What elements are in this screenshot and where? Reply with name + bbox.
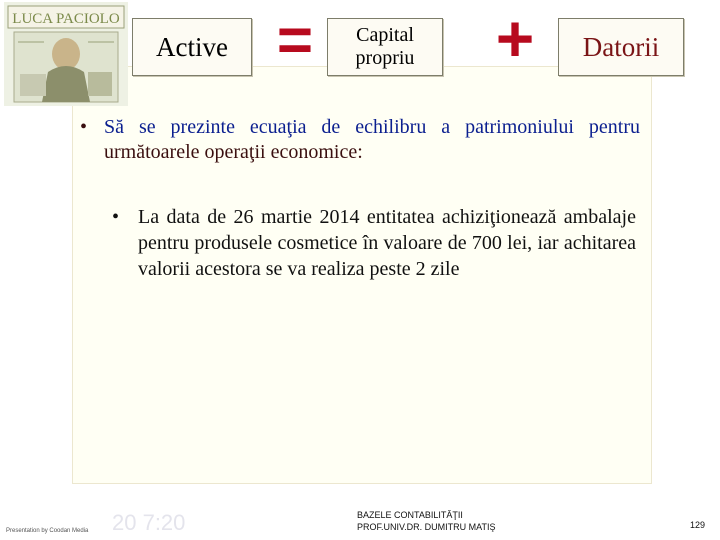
footer-course-info [357,509,496,533]
equals-sign: = [276,6,314,75]
operation-text: La data de 26 martie 2014 entitatea achiziţionează ambalaje pentru produsele cosmetice în valoare de 700 lei, iar achitarea valorii acestora se va realiza peste 2 zile [138,206,636,280]
page-number: 129 [690,520,706,530]
active-box [132,18,252,76]
active-label: Active [156,31,228,62]
bullet-marker-sub: • [112,206,120,228]
task-colon: : [357,141,363,163]
bullet-operation [112,204,636,282]
capital-propriu-label [356,24,415,70]
luca-paciolo-logo [4,2,128,106]
footer-author: PROF.UNIV.DR. DUMITRU MATIŞ [357,522,496,532]
footer-date: 20 7:20 [112,510,186,535]
footer-presentation-credit: Presentation by Coodan Media [6,528,89,534]
logo-text: LUCA PACIOLO [12,11,120,27]
datorii-label: Datorii [582,31,660,62]
capital-propriu-box [327,18,443,76]
bullet-marker: • [80,116,88,138]
footer-course-title: BAZELE CONTABILITĂŢII [357,510,463,520]
capital-label-line1: Capital [356,24,414,46]
datorii-box [558,18,684,76]
capital-label-line2: propriu [355,47,415,69]
bullet-main-task [80,115,640,165]
plus-sign: + [495,1,535,75]
bullet-main-text [104,115,640,165]
luca-paciolo-illustration [4,2,128,106]
task-instruction-text: Să se prezinte ecuaţia de echilibru a patrimoniului pentru [104,116,640,138]
task-emphasis-text: următoarele operaţii economice [104,141,358,163]
